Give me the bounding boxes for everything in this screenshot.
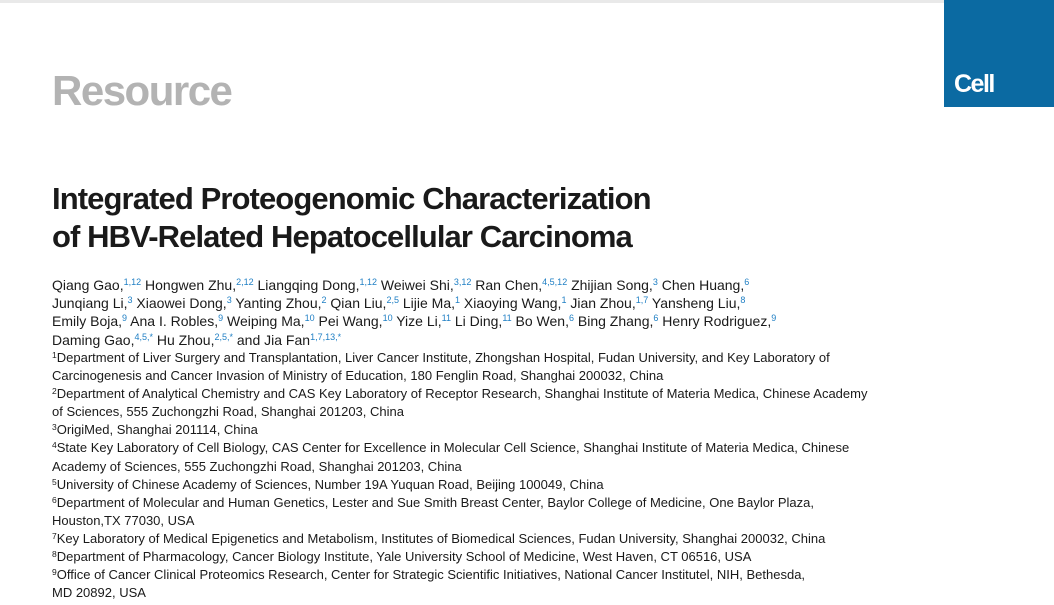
author-name[interactable]: Junqiang Li, bbox=[52, 295, 128, 312]
affiliation-line bbox=[52, 530, 952, 548]
author-name[interactable]: Yansheng Liu, bbox=[651, 295, 741, 312]
affiliation-number: 8 bbox=[52, 549, 57, 560]
affiliation-text: OrigiMed, Shanghai 201114, China bbox=[56, 422, 258, 438]
affiliation-text: Office of Cancer Clinical Proteomics Research, Center for Strategic Scientific Initiatives, National Cancer Institutel, NIH, Bethesda, bbox=[56, 567, 806, 583]
affiliation-superscript[interactable]: 6 bbox=[568, 313, 574, 324]
affiliation-list bbox=[52, 349, 952, 602]
author-line bbox=[52, 312, 952, 330]
author-name[interactable]: and Jia Fan bbox=[236, 331, 311, 348]
author-name[interactable]: Pei Wang, bbox=[318, 313, 383, 330]
author-name[interactable]: Chen Huang, bbox=[661, 277, 745, 293]
affiliation-line bbox=[52, 403, 952, 421]
affiliation-superscript[interactable]: 9 bbox=[771, 313, 777, 324]
affiliation-superscript[interactable]: 9 bbox=[122, 313, 128, 324]
affiliation-text: Academy of Sciences, 555 Zuchongzhi Road, Shanghai 201203, China bbox=[52, 458, 462, 474]
affiliation-line bbox=[52, 421, 952, 439]
section-label: Resource bbox=[52, 67, 232, 114]
author-name[interactable]: Bing Zhang, bbox=[577, 313, 654, 330]
affiliation-number: 2 bbox=[52, 386, 57, 397]
journal-logo-text: Cell bbox=[954, 70, 994, 98]
author-name[interactable]: Xiaowei Dong, bbox=[136, 295, 227, 312]
author-name[interactable]: Weiwei Shi, bbox=[380, 277, 454, 293]
affiliation-item bbox=[52, 530, 952, 548]
affiliation-superscript[interactable]: 9 bbox=[218, 313, 224, 324]
affiliation-superscript[interactable]: 11 bbox=[502, 313, 512, 324]
affiliation-item bbox=[52, 476, 952, 494]
affiliation-line bbox=[52, 548, 952, 566]
affiliation-item bbox=[52, 566, 952, 602]
journal-logo[interactable] bbox=[944, 0, 1054, 107]
affiliation-line bbox=[52, 367, 952, 385]
affiliation-text: Department of Analytical Chemistry and CAS Key Laboratory of Receptor Research, Shanghai Institute of Materia Medica, Chinese Academy bbox=[56, 386, 868, 402]
affiliation-number: 3 bbox=[52, 422, 57, 433]
author-name[interactable]: Qiang Gao, bbox=[52, 277, 124, 293]
author-name[interactable]: Bo Wen, bbox=[515, 313, 569, 330]
affiliation-number: 9 bbox=[52, 567, 57, 578]
author-name[interactable]: Lijie Ma, bbox=[402, 295, 455, 312]
author-name[interactable]: Ana I. Robles, bbox=[130, 313, 219, 330]
author-name[interactable]: Ran Chen, bbox=[475, 277, 543, 293]
affiliation-text: Carcinogenesis and Cancer Invasion of Ministry of Education, 180 Fenglin Road, Shanghai 200032, China bbox=[52, 368, 664, 384]
title-line: of HBV-Related Hepatocellular Carcinoma bbox=[52, 219, 632, 254]
affiliation-line bbox=[52, 476, 952, 494]
affiliation-text: Houston,TX 77030, USA bbox=[52, 512, 195, 528]
author-name[interactable]: Qian Liu, bbox=[330, 295, 387, 312]
affiliation-superscript[interactable]: 3,12 bbox=[453, 277, 472, 287]
affiliation-line bbox=[52, 349, 952, 367]
author-name[interactable]: Hu Zhou, bbox=[156, 331, 215, 348]
affiliation-number: 1 bbox=[52, 350, 57, 360]
author-name[interactable]: Li Ding, bbox=[454, 313, 503, 330]
affiliation-superscript[interactable]: 8 bbox=[740, 295, 746, 306]
affiliation-text: Department of Liver Surgery and Transplantation, Liver Cancer Institute, Zhongshan Hospital, Fudan University, and Key Laboratory of bbox=[56, 350, 830, 365]
affiliation-superscript[interactable]: 2 bbox=[321, 295, 327, 306]
affiliation-superscript[interactable]: 2,5 bbox=[386, 295, 399, 306]
affiliation-item bbox=[52, 548, 952, 566]
affiliation-superscript[interactable]: 4,5,* bbox=[134, 331, 153, 342]
author-line bbox=[52, 276, 952, 294]
author-list bbox=[52, 276, 952, 349]
affiliation-superscript[interactable]: 1,7,13,* bbox=[310, 331, 342, 342]
affiliation-line bbox=[52, 458, 952, 476]
affiliation-superscript[interactable]: 4,5,12 bbox=[542, 277, 568, 287]
affiliation-text: of Sciences, 555 Zuchongzhi Road, Shanghai 201203, China bbox=[52, 404, 404, 420]
affiliation-superscript[interactable]: 11 bbox=[441, 313, 451, 324]
author-name[interactable]: Henry Rodriguez, bbox=[662, 313, 772, 330]
affiliation-item bbox=[52, 494, 952, 530]
affiliation-text: Department of Molecular and Human Genetics, Lester and Sue Smith Breast Center, Baylor College of Medicine, One Baylor Plaza, bbox=[56, 494, 815, 510]
affiliation-superscript[interactable]: 1,12 bbox=[359, 277, 378, 287]
article-title bbox=[52, 180, 932, 256]
affiliation-superscript[interactable]: 2,5,* bbox=[214, 331, 233, 342]
affiliation-superscript[interactable]: 3 bbox=[127, 295, 133, 306]
author-name[interactable]: Zhijian Song, bbox=[571, 277, 653, 293]
author-name[interactable]: Liangqing Dong, bbox=[257, 277, 360, 293]
affiliation-number: 6 bbox=[52, 494, 57, 505]
affiliation-item bbox=[52, 439, 952, 475]
affiliation-text: MD 20892, USA bbox=[52, 585, 146, 601]
affiliation-text: Department of Pharmacology, Cancer Biology Institute, Yale University School of Medicine, West Haven, CT 06516, USA bbox=[56, 549, 752, 565]
affiliation-line bbox=[52, 439, 952, 457]
affiliation-superscript[interactable]: 3 bbox=[226, 295, 232, 306]
affiliation-superscript[interactable]: 10 bbox=[304, 313, 315, 324]
author-name[interactable]: Daming Gao, bbox=[52, 331, 135, 348]
affiliation-superscript[interactable]: 6 bbox=[653, 313, 659, 324]
affiliation-superscript[interactable]: 1,12 bbox=[123, 277, 142, 287]
affiliation-number: 5 bbox=[52, 476, 57, 487]
author-name[interactable]: Xiaoying Wang, bbox=[463, 295, 562, 312]
author-name[interactable]: Hongwen Zhu, bbox=[145, 277, 237, 293]
author-name[interactable]: Yanting Zhou, bbox=[235, 295, 322, 312]
affiliation-item bbox=[52, 421, 952, 439]
author-name[interactable]: Jian Zhou, bbox=[570, 295, 636, 312]
affiliation-superscript[interactable]: 3 bbox=[652, 277, 658, 287]
affiliation-text: University of Chinese Academy of Sciences, Number 19A Yuquan Road, Beijing 100049, China bbox=[56, 476, 604, 492]
affiliation-superscript[interactable]: 1,7 bbox=[635, 295, 649, 306]
affiliation-line bbox=[52, 584, 952, 602]
author-line bbox=[52, 294, 952, 312]
affiliation-superscript[interactable]: 1 bbox=[561, 295, 567, 306]
author-name[interactable]: Weiping Ma, bbox=[227, 313, 305, 330]
author-name[interactable]: Yize Li, bbox=[396, 313, 442, 330]
title-line: Integrated Proteogenomic Characterization bbox=[52, 181, 651, 216]
affiliation-superscript[interactable]: 2,12 bbox=[236, 277, 254, 287]
affiliation-text: Key Laboratory of Medical Epigenetics and Metabolism, Institutes of Biomedical Sciences, Fudan University, Shanghai 200032, China bbox=[56, 530, 826, 546]
top-rule bbox=[0, 0, 1054, 3]
affiliation-item bbox=[52, 349, 952, 385]
affiliation-line bbox=[52, 385, 952, 403]
affiliation-text: State Key Laboratory of Cell Biology, CAS Center for Excellence in Molecular Cell Science, Shanghai Institute of Materia Medica, Chinese bbox=[56, 440, 850, 456]
affiliation-line bbox=[52, 494, 952, 512]
affiliation-number: 4 bbox=[52, 440, 57, 451]
affiliation-line bbox=[52, 566, 952, 584]
affiliation-item bbox=[52, 385, 952, 421]
affiliation-line bbox=[52, 512, 952, 530]
affiliation-superscript[interactable]: 10 bbox=[382, 313, 393, 324]
affiliation-superscript[interactable]: 1 bbox=[455, 295, 461, 306]
author-line bbox=[52, 331, 952, 349]
affiliation-superscript[interactable]: 6 bbox=[744, 277, 750, 287]
author-name[interactable]: Emily Boja, bbox=[52, 313, 123, 330]
affiliation-number: 7 bbox=[52, 530, 57, 541]
